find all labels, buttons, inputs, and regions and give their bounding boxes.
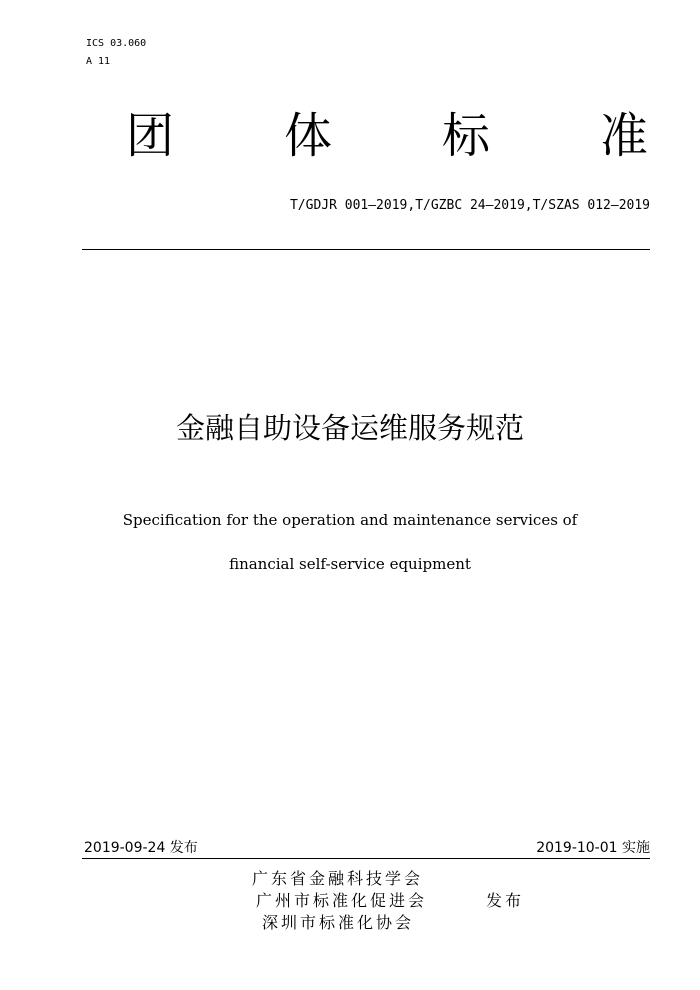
ics-code: ICS 03.060 <box>86 38 147 49</box>
standard-numbers: T/GDJR 001—2019,T/GZBC 24—2019,T/SZAS 012—2019 <box>289 198 650 213</box>
title-char: 团 <box>125 108 174 164</box>
issuer-name: 广州市标准化促进会 <box>256 891 428 910</box>
english-title-line-2: financial self-service equipment <box>229 555 471 573</box>
issue-label: 发布 <box>486 891 525 910</box>
implementation-date: 2019-10-01 实施 <box>536 840 650 856</box>
group-standard-title <box>122 108 652 168</box>
issuer-list <box>252 868 482 934</box>
title-char: 标 <box>441 108 490 164</box>
title-char: 准 <box>599 108 648 164</box>
publish-date: 2019-09-24 发布 <box>84 840 198 856</box>
top-divider <box>82 249 650 250</box>
issuer-name: 深圳市标准化协会 <box>262 913 415 932</box>
english-title-line-1: Specification for the operation and maintenance services of <box>122 511 578 529</box>
chinese-title: 金融自助设备运维服务规范 <box>175 411 524 445</box>
title-char: 体 <box>283 108 332 164</box>
classification-code: A 11 <box>86 56 111 67</box>
bottom-divider <box>82 858 650 859</box>
issuer-name: 广东省金融科技学会 <box>252 869 424 888</box>
